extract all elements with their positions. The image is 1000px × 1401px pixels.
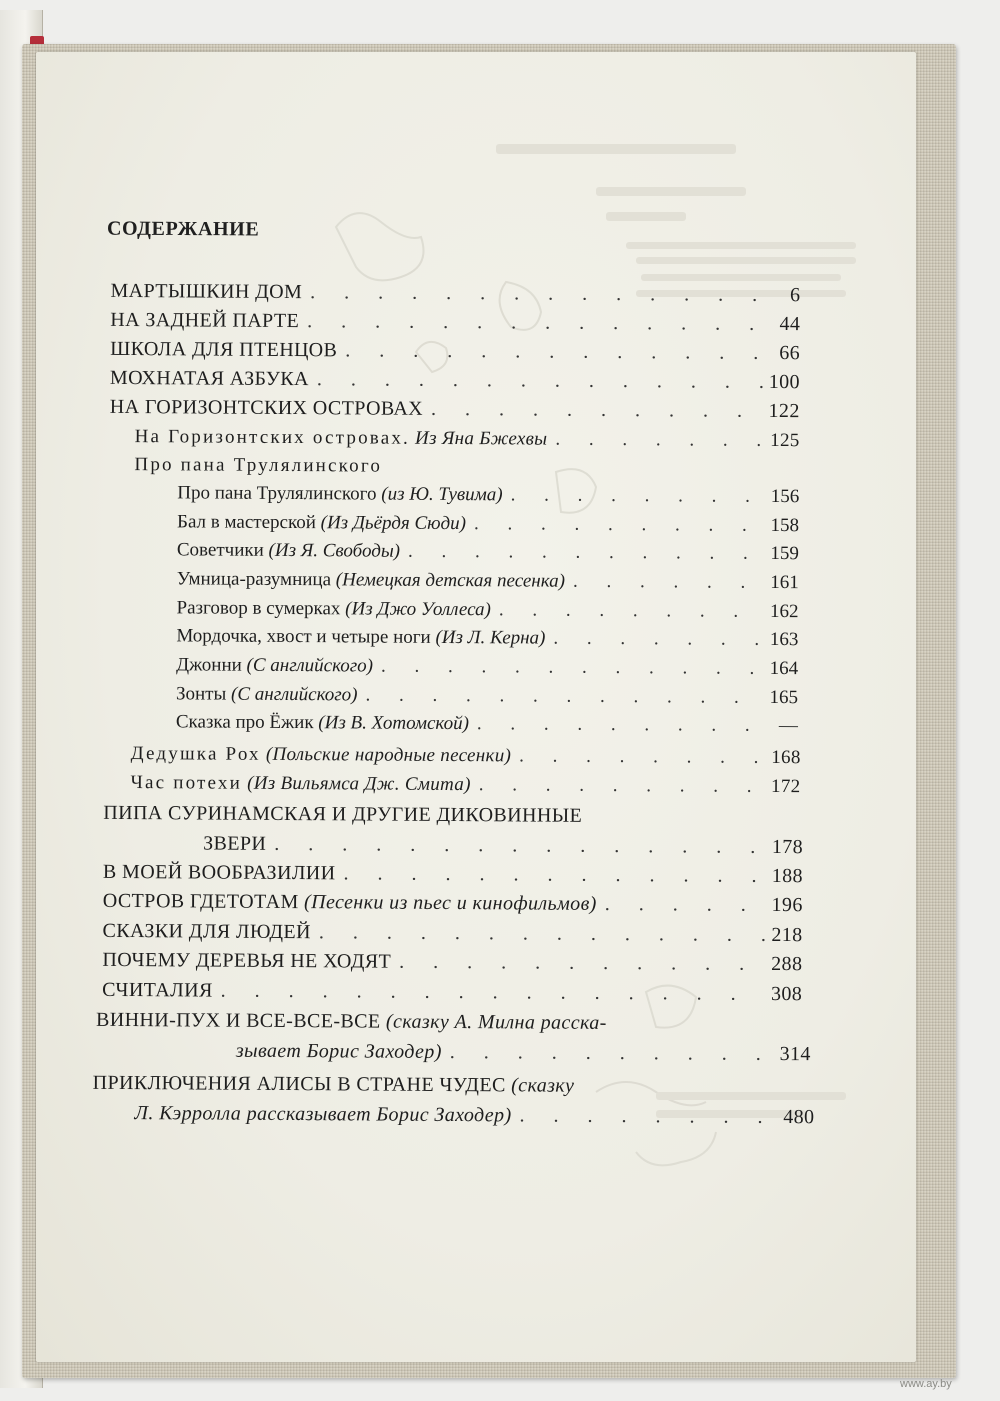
toc-page-number: 6 — [790, 284, 801, 307]
toc-entry-text — [176, 683, 358, 706]
toc-entry — [102, 979, 802, 1006]
toc-entry-title: Мордочка, хвост и четыре ноги — [176, 625, 431, 648]
leader-dots — [274, 833, 766, 859]
toc-entry-text — [134, 454, 382, 478]
toc-entry — [103, 890, 803, 917]
toc-entry — [236, 1040, 811, 1067]
toc-heading: СОДЕРЖАНИЕ — [106, 217, 260, 241]
toc-entry-title: ВИННИ-ПУХ И ВСЕ-ВСЕ-ВСЕ — [95, 1008, 381, 1033]
toc-page-number: 161 — [770, 571, 799, 594]
leader-dots — [399, 951, 765, 976]
toc-entry-note: (Песенки из пьес и кинофильмов) — [304, 891, 597, 915]
toc-entry-text — [135, 426, 548, 451]
toc-entry-title: СКАЗКИ ДЛЯ ЛЮДЕЙ — [102, 919, 311, 944]
toc-entry-note: (С английского) — [246, 654, 374, 677]
toc-entry — [176, 683, 798, 709]
leader-dots — [408, 541, 764, 565]
toc-entry-text — [110, 309, 299, 333]
toc-page-number: 165 — [769, 686, 799, 709]
toc-entry-note: (Из Вильямса Дж. Смита) — [247, 772, 471, 796]
leader-dots — [615, 1029, 790, 1030]
toc-entry — [130, 772, 800, 798]
leader-dots — [317, 368, 763, 394]
toc-entry-note: (Польские народные песенки) — [265, 743, 512, 767]
leader-dots — [307, 310, 774, 336]
leader-dots — [343, 862, 765, 888]
toc-entry-text — [96, 1009, 607, 1035]
toc-entry — [203, 832, 803, 859]
toc-page-number: 188 — [771, 864, 803, 888]
toc-page-number: 66 — [779, 342, 801, 365]
toc-entry-text — [176, 597, 490, 621]
toc-entry — [110, 309, 800, 336]
toc-entry — [177, 511, 799, 537]
toc-entry-text — [103, 802, 582, 828]
toc-entry-title: МОХНАТАЯ АЗБУКА — [109, 366, 309, 391]
toc-entry-title: НА ГОРИЗОНТСКИХ ОСТРОВАХ — [109, 395, 424, 420]
toc-page-number: 218 — [771, 923, 803, 947]
toc-entry-title: Советчики — [176, 539, 264, 561]
toc-entry-text — [103, 861, 336, 885]
toc-entry — [135, 426, 800, 452]
toc-entry-note: (из Ю. Тувима) — [381, 483, 503, 506]
leader-dots — [555, 429, 764, 452]
leader-dots — [499, 599, 764, 623]
toc-entry-text — [176, 711, 469, 735]
toc-entry-text — [103, 920, 311, 944]
toc-entry-note: (Из Л. Керна) — [435, 626, 546, 649]
toc-page-number: 122 — [768, 399, 800, 423]
toc-page-number: 156 — [770, 485, 800, 508]
toc-page-number: 308 — [770, 982, 803, 1006]
toc-entry-title: Джонни — [176, 654, 242, 676]
toc-entry-note: (Из В. Хотомской) — [318, 712, 469, 735]
toc-entry-text — [134, 1102, 511, 1127]
toc-entry-text — [110, 367, 309, 391]
leader-dots — [390, 472, 728, 474]
toc-entry-title: Дедушка Рох — [130, 743, 261, 765]
toc-entry-note: (Из Дьёрдя Сюди) — [320, 512, 467, 535]
leader-dots — [450, 1041, 774, 1066]
toc-entry-text — [103, 890, 597, 916]
toc-entry-note: (Немецкая детская песенка) — [335, 569, 566, 592]
toc-entry-title: ПИПА СУРИНАМСКАЯ И ДРУГИЕ ДИКОВИННЫЕ — [103, 801, 583, 827]
toc-entry — [110, 280, 800, 307]
toc-entry — [134, 454, 734, 480]
toc-entry-text — [176, 625, 545, 649]
toc-entry — [176, 597, 798, 623]
toc-entry — [176, 711, 798, 737]
toc-page-number: 172 — [771, 775, 801, 798]
toc-entry — [103, 861, 803, 888]
toc-entry — [176, 625, 798, 651]
toc-page-number: 164 — [769, 657, 799, 680]
toc-entry — [110, 338, 800, 365]
toc-entry-text — [177, 482, 503, 506]
toc-entry-text — [93, 1072, 575, 1098]
toc-page-number: 314 — [779, 1043, 811, 1066]
toc-entry-title: ЗВЕРИ — [203, 832, 267, 855]
toc-entry-title: ПРИКЛЮЧЕНИЯ АЛИСЫ В СТРАНЕ ЧУДЕС — [92, 1071, 506, 1097]
leader-dots — [573, 571, 764, 594]
toc-entry-text — [203, 832, 266, 855]
leader-dots — [590, 822, 797, 823]
toc-page-number: 288 — [771, 952, 803, 976]
toc-entry-title: Час потехи — [130, 772, 243, 794]
toc-entry-note: Л. Кэрролла рассказывает Борис Заходер) — [134, 1102, 512, 1127]
toc-page-number: — — [778, 715, 798, 737]
toc-entry-text — [110, 338, 337, 362]
leader-dots — [345, 339, 773, 365]
toc-entry-title: В МОЕЙ ВООБРАЗИЛИИ — [102, 860, 336, 885]
toc-page-number: 163 — [769, 628, 799, 651]
toc-entry-title: ОСТРОВ ГДЕТОТАМ — [102, 889, 299, 914]
toc-page-number: 158 — [770, 514, 800, 537]
leader-dots — [553, 628, 764, 651]
toc-entry-title: Бал в мастерской — [177, 511, 316, 534]
toc-entry-note: (Из Я. Свободы) — [268, 539, 401, 562]
toc-page-number: 100 — [768, 370, 801, 394]
toc-entry — [102, 949, 802, 976]
toc-entry-note: (сказку А. Милна расска- — [385, 1010, 607, 1034]
toc-entry-text — [102, 949, 391, 974]
toc-entry-note: (Из Джо Уоллеса) — [345, 598, 491, 621]
toc-entry — [103, 920, 803, 947]
toc-entry — [134, 1102, 814, 1129]
leader-dots — [381, 656, 764, 680]
toc-entry-text — [177, 539, 400, 562]
toc-page-number: 480 — [783, 1106, 815, 1129]
toc-entry-title: ПОЧЕМУ ДЕРЕВЬЯ НЕ ХОДЯТ — [102, 948, 392, 973]
toc-entry — [177, 568, 799, 594]
toc-entry-title: Умница-разумница — [176, 568, 332, 591]
toc-entry-title: Сказка про Ёжик — [175, 711, 314, 734]
toc-entry-title: Про пана Трулялинского — [177, 482, 377, 505]
leader-dots — [310, 281, 784, 307]
toc-entry-text — [236, 1040, 442, 1064]
toc-entry-text — [102, 979, 213, 1003]
toc-entry-title: Про пана Трулялинского — [134, 454, 383, 477]
toc-entry-title: Разговор в сумерках — [176, 597, 341, 620]
toc-entry — [176, 654, 798, 680]
toc-entry-text — [130, 772, 470, 796]
toc-entry-text — [177, 511, 466, 535]
leader-dots — [519, 1104, 777, 1129]
toc-page-number: 168 — [771, 746, 801, 769]
toc-entry-text — [176, 654, 373, 677]
watermark: www.ay.by — [900, 1378, 952, 1390]
toc-entry-title: МАРТЫШКИН ДОМ — [110, 279, 303, 304]
leader-dots — [431, 398, 763, 423]
toc-entry-note: Из Яна Бжехвы — [415, 427, 548, 450]
leader-dots — [605, 893, 766, 917]
toc-entry — [177, 482, 799, 508]
toc-entry-note: зывает Борис Заходер) — [235, 1039, 442, 1063]
toc-page-number: 125 — [770, 429, 800, 452]
leader-dots — [582, 1092, 786, 1093]
toc-entry-title: На Горизонтских островах. — [134, 426, 411, 449]
toc-page-number: 44 — [779, 313, 801, 336]
toc-entry-note: (С английского) — [230, 683, 358, 706]
toc-entry — [103, 802, 803, 829]
toc-entry — [131, 743, 801, 769]
toc-entry-title: СЧИТАЛИЯ — [102, 978, 213, 1002]
leader-dots — [221, 980, 765, 1006]
toc-entry — [110, 396, 800, 423]
toc-entry-title: Зонты — [175, 683, 227, 705]
toc-entry-text — [110, 396, 423, 421]
leader-dots — [474, 513, 765, 537]
toc-page-number: 162 — [769, 600, 799, 623]
toc-page-number: 178 — [771, 835, 804, 859]
toc-page-number: 159 — [770, 542, 799, 565]
toc-entry — [96, 1009, 796, 1036]
toc-page-number: 196 — [771, 893, 803, 917]
leader-dots — [319, 921, 766, 947]
leader-dots — [477, 713, 773, 737]
leader-dots — [519, 745, 765, 769]
leader-dots — [511, 484, 765, 508]
toc-entry-note: (сказку — [511, 1074, 575, 1097]
toc-entry-title: ШКОЛА ДЛЯ ПТЕНЦОВ — [110, 337, 338, 362]
toc-entry — [110, 367, 800, 394]
toc-entry-text — [110, 280, 302, 304]
leader-dots — [365, 684, 763, 708]
toc-entry-text — [177, 568, 565, 592]
toc-entry-text — [131, 743, 512, 767]
toc-entry — [177, 539, 799, 565]
toc-entry-title: НА ЗАДНЕЙ ПАРТЕ — [110, 308, 300, 333]
toc-entry — [93, 1072, 793, 1099]
leader-dots — [479, 774, 765, 798]
